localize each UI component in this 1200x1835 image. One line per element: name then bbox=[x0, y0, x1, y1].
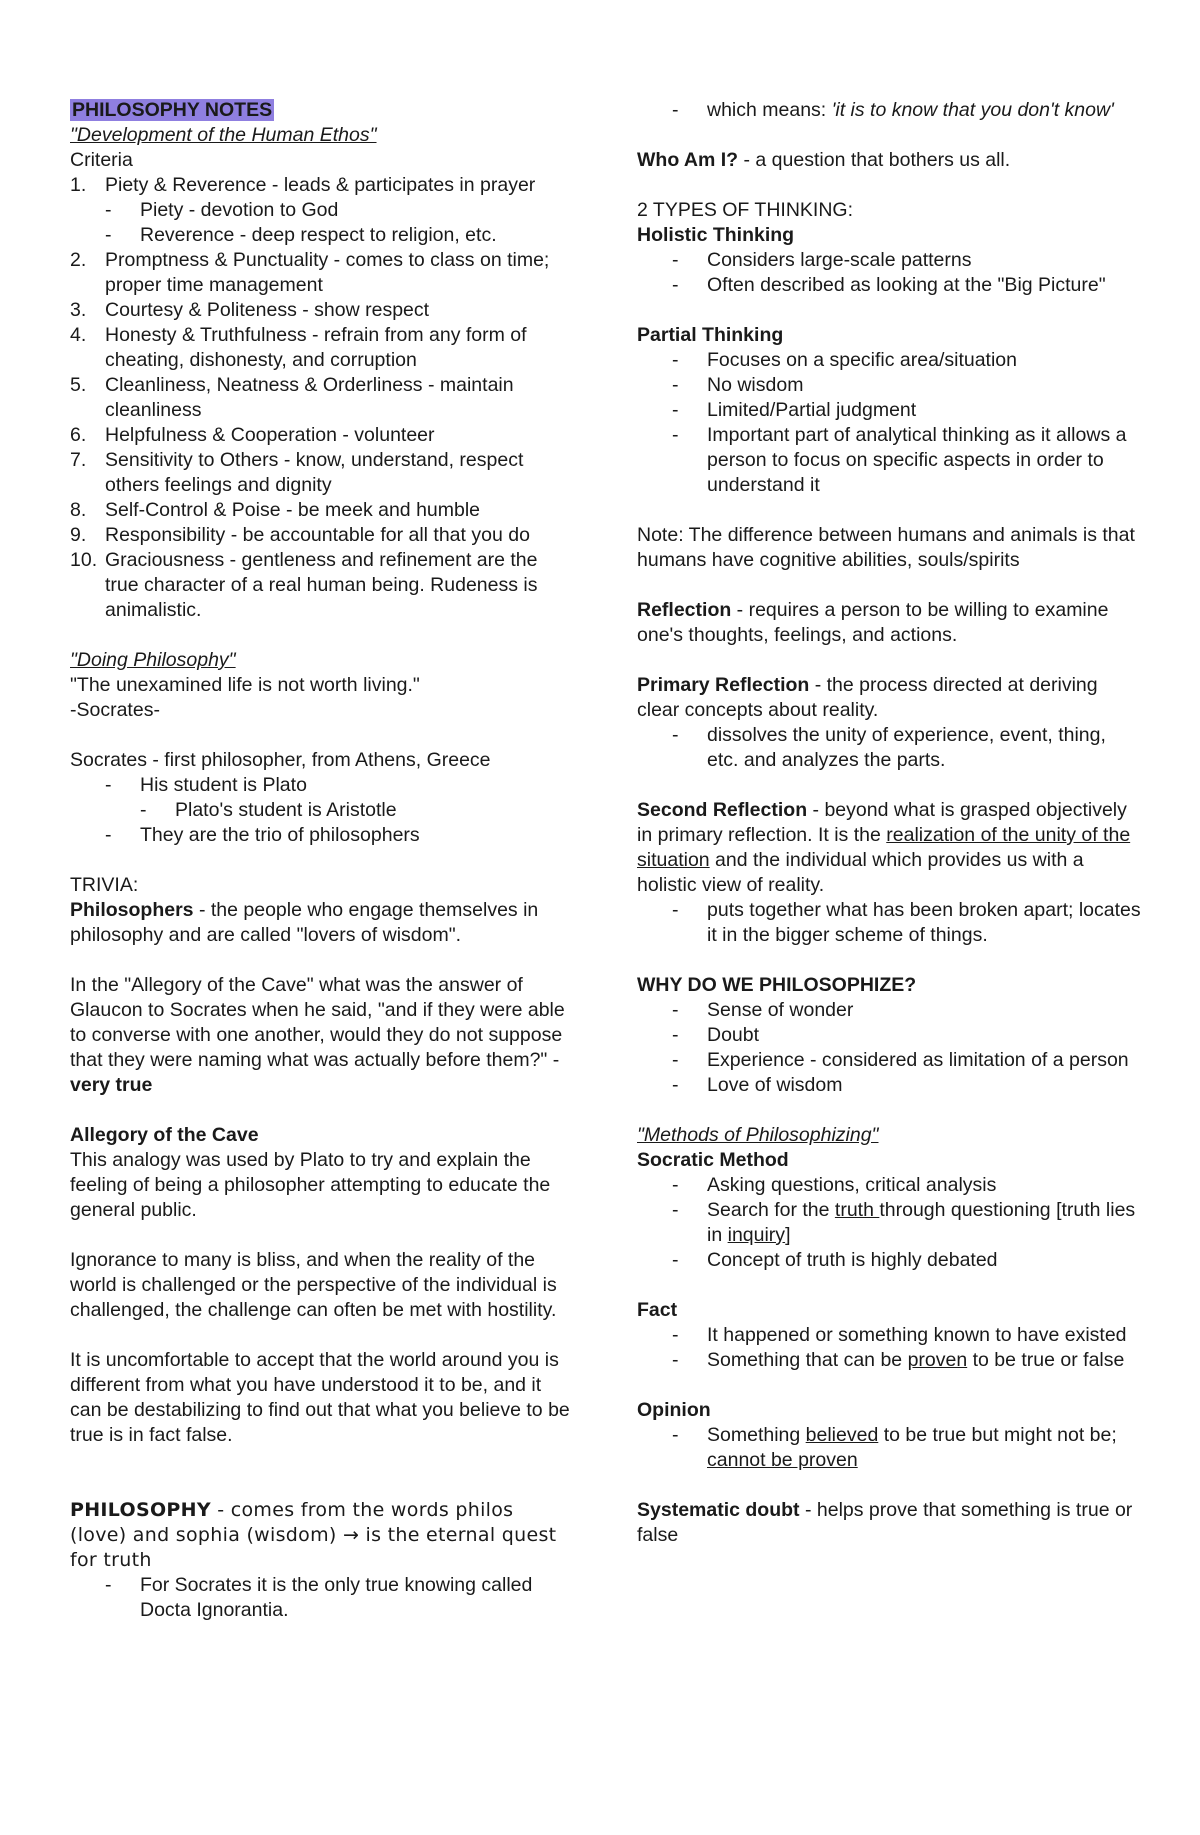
dash-bullet: - bbox=[672, 999, 679, 1021]
philosophy-def: - comes from the words philos (love) and sophia (wisdom) → is the eternal quest for truth bbox=[70, 1499, 557, 1571]
inquiry-underlined: inquiry bbox=[727, 1224, 786, 1246]
dash-bullet: - bbox=[672, 1249, 679, 1271]
allegory-title: Allegory of the Cave bbox=[70, 1124, 259, 1146]
proven-underlined: proven bbox=[907, 1349, 968, 1371]
list-item bbox=[672, 273, 1142, 298]
holistic-item: Considers large-scale patterns bbox=[707, 249, 972, 271]
spacer bbox=[637, 648, 1142, 673]
dash-bullet: - bbox=[672, 374, 679, 396]
criteria-number: 9. bbox=[70, 524, 87, 546]
list-item bbox=[105, 198, 575, 223]
criteria-number: 8. bbox=[70, 499, 87, 521]
partial-item: Focuses on a specific area/situation bbox=[707, 349, 1018, 371]
socrates-quote: "The unexamined life is not worth living." bbox=[70, 674, 420, 696]
dash-bullet: - bbox=[672, 1324, 679, 1346]
fact-item-end: to be true or false bbox=[967, 1349, 1125, 1371]
criteria-item bbox=[70, 173, 575, 248]
allegory-answer: very true bbox=[70, 1074, 153, 1096]
criteria-number: 5. bbox=[70, 374, 87, 396]
list-item bbox=[140, 798, 575, 823]
opinion-item: Something bbox=[707, 1424, 806, 1446]
list-item bbox=[672, 373, 1142, 398]
who-def: - a question that bothers us all. bbox=[738, 149, 1011, 171]
primary-reflection-definition bbox=[637, 673, 1142, 723]
criteria-item bbox=[70, 373, 575, 423]
spacer bbox=[70, 948, 575, 973]
list-item bbox=[672, 1048, 1142, 1073]
socratic-item: Asking questions, critical analysis bbox=[707, 1174, 997, 1196]
socratic-title: Socratic Method bbox=[637, 1149, 789, 1171]
list-item bbox=[672, 898, 1142, 948]
list-item bbox=[105, 1573, 575, 1623]
reverence-item: Reverence - deep respect to religion, etc. bbox=[140, 224, 497, 246]
dash-bullet: - bbox=[672, 99, 679, 121]
criteria-number: 4. bbox=[70, 324, 87, 346]
criteria-item bbox=[70, 323, 575, 373]
spacer bbox=[70, 1323, 575, 1348]
partial-item: Limited/Partial judgment bbox=[707, 399, 917, 421]
criteria-list bbox=[70, 173, 575, 623]
notes-title-line bbox=[70, 98, 575, 123]
criteria-number: 3. bbox=[70, 299, 87, 321]
opinion-item-cont: to be true but might not be; bbox=[878, 1424, 1117, 1446]
dash-bullet: - bbox=[672, 1424, 679, 1446]
systematic-doubt-definition bbox=[637, 1498, 1142, 1548]
why-item: Love of wisdom bbox=[707, 1074, 843, 1096]
criteria-item bbox=[70, 448, 575, 498]
holistic-item: Often described as looking at the "Big Picture" bbox=[707, 274, 1106, 296]
primary-bullet: dissolves the unity of experience, event, thing, etc. and analyzes the parts. bbox=[707, 724, 1106, 771]
dash-bullet: - bbox=[672, 249, 679, 271]
methods-title: "Methods of Philosophizing" bbox=[637, 1124, 879, 1146]
ethos-subtitle: "Development of the Human Ethos" bbox=[70, 124, 377, 146]
dash-bullet: - bbox=[672, 899, 679, 921]
spacer bbox=[70, 1473, 575, 1498]
socratic-item: Search for the bbox=[707, 1199, 835, 1221]
opinion-title: Opinion bbox=[637, 1399, 711, 1421]
trivia-label: TRIVIA: bbox=[70, 874, 139, 896]
philosophers-def: - the people who engage themselves in philosophy and are called "lovers of wisdom". bbox=[70, 899, 539, 946]
criteria-text: Graciousness - gentleness and refinement are the true character of a real human being. Rudeness is animalistic. bbox=[105, 549, 538, 621]
criteria-number: 7. bbox=[70, 449, 87, 471]
socrates-list bbox=[105, 773, 575, 798]
reflection-term: Reflection bbox=[637, 599, 732, 621]
means-quote: 'it is to know that you don't know' bbox=[831, 99, 1114, 121]
socratic-item-cont: through questioning [truth lies in bbox=[707, 1199, 1136, 1246]
dash-bullet: - bbox=[140, 799, 147, 821]
why-item: Experience - considered as limitation of a person bbox=[707, 1049, 1129, 1071]
philosophy-term: PHILOSOPHY bbox=[70, 1499, 211, 1521]
cannot-be-proven-underlined: cannot be proven bbox=[707, 1449, 858, 1471]
list-item bbox=[672, 98, 1142, 123]
criteria-text: Promptness & Punctuality - comes to class on time; proper time management bbox=[105, 249, 550, 296]
second-list bbox=[672, 898, 1142, 948]
list-item bbox=[672, 348, 1142, 373]
spacer bbox=[70, 1448, 575, 1473]
spacer bbox=[637, 298, 1142, 323]
notes-title: PHILOSOPHY NOTES bbox=[72, 99, 273, 121]
reflection-definition bbox=[637, 598, 1142, 648]
list-item bbox=[105, 823, 575, 848]
piety-item: Piety - devotion to God bbox=[140, 199, 339, 221]
list-item bbox=[105, 773, 575, 798]
student-aristotle: Plato's student is Aristotle bbox=[175, 799, 397, 821]
spacer bbox=[637, 773, 1142, 798]
right-column bbox=[637, 98, 1142, 1548]
list-item bbox=[672, 1248, 1142, 1273]
spacer bbox=[70, 1223, 575, 1248]
reflection-def: - requires a person to be willing to examine one's thoughts, feelings, and actions. bbox=[637, 599, 1109, 646]
dash-bullet: - bbox=[672, 399, 679, 421]
spacer bbox=[70, 848, 575, 873]
why-item: Doubt bbox=[707, 1024, 760, 1046]
fact-list bbox=[672, 1323, 1142, 1373]
primary-term: Primary Reflection bbox=[637, 674, 810, 696]
criteria-text: Honesty & Truthfulness - refrain from any form of cheating, dishonesty, and corruption bbox=[105, 324, 527, 371]
believed-underlined: believed bbox=[805, 1424, 879, 1446]
criteria-number: 10. bbox=[70, 549, 98, 571]
list-item bbox=[672, 1023, 1142, 1048]
socratic-list bbox=[672, 1173, 1142, 1273]
philosophy-definition bbox=[70, 1498, 575, 1573]
allegory-paragraph-2: Ignorance to many is bliss, and when the reality of the world is challenged or the perspective of the individual is challenged, the challenge can often be met with hostility. bbox=[70, 1249, 557, 1321]
trio-text: They are the trio of philosophers bbox=[140, 824, 420, 846]
allegory-question bbox=[70, 973, 575, 1098]
philosophers-definition bbox=[70, 898, 575, 948]
fact-item: It happened or something known to have existed bbox=[707, 1324, 1127, 1346]
docta-list bbox=[105, 1573, 575, 1623]
criteria-text: Sensitivity to Others - know, understand, respect others feelings and dignity bbox=[105, 449, 524, 496]
means-list bbox=[672, 98, 1142, 123]
socrates-line: Socrates - first philosopher, from Athens, Greece bbox=[70, 749, 491, 771]
philosophers-term: Philosophers bbox=[70, 899, 194, 921]
why-list bbox=[672, 998, 1142, 1098]
doing-philosophy-title: "Doing Philosophy" bbox=[70, 649, 236, 671]
list-item bbox=[672, 1323, 1142, 1348]
list-item bbox=[672, 998, 1142, 1023]
spacer bbox=[637, 1273, 1142, 1298]
spacer bbox=[637, 123, 1142, 148]
criteria-text: Responsibility - be accountable for all that you do bbox=[105, 524, 530, 546]
criteria-item bbox=[70, 248, 575, 298]
list-item bbox=[105, 223, 575, 248]
allegory-paragraph-1: This analogy was used by Plato to try and explain the feeling of being a philosopher attempting to educate the general public. bbox=[70, 1149, 551, 1221]
holistic-title: Holistic Thinking bbox=[637, 224, 795, 246]
who-am-i bbox=[637, 148, 1142, 173]
spacer bbox=[70, 623, 575, 648]
why-title: WHY DO WE PHILOSOPHIZE? bbox=[637, 974, 917, 996]
criteria-label: Criteria bbox=[70, 149, 133, 171]
socratic-item: Concept of truth is highly debated bbox=[707, 1249, 998, 1271]
list-item bbox=[672, 1073, 1142, 1098]
dash-bullet: - bbox=[672, 424, 679, 446]
plato-list bbox=[140, 798, 575, 823]
dash-bullet: - bbox=[672, 1349, 679, 1371]
allegory-paragraph-3: It is uncomfortable to accept that the world around you is different from what you have understood it to be, and it can be destabilizing to find out that what you believe to be true is in fact false. bbox=[70, 1349, 570, 1446]
criteria-text: Self-Control & Poise - be meek and humble bbox=[105, 499, 481, 521]
partial-list bbox=[672, 348, 1142, 498]
spacer bbox=[637, 173, 1142, 198]
criteria-number: 2. bbox=[70, 249, 87, 271]
spacer bbox=[637, 498, 1142, 523]
docta-text: For Socrates it is the only true knowing called Docta Ignorantia. bbox=[140, 1574, 533, 1621]
criteria-item bbox=[70, 298, 575, 323]
why-item: Sense of wonder bbox=[707, 999, 854, 1021]
criteria-item bbox=[70, 498, 575, 523]
list-item bbox=[672, 398, 1142, 423]
socratic-item-end: ] bbox=[785, 1224, 791, 1246]
second-reflection-definition bbox=[637, 798, 1142, 898]
partial-item: Important part of analytical thinking as it allows a person to focus on specific aspects in order to understand it bbox=[707, 424, 1127, 496]
allegory-question-text: In the "Allegory of the Cave" what was the answer of Glaucon to Socrates when he said, "and if they were able to converse with one another, would they do not suppose that they were naming what was actually before them?" - bbox=[70, 974, 565, 1071]
dash-bullet: - bbox=[672, 274, 679, 296]
dash-bullet: - bbox=[672, 1024, 679, 1046]
piety-sublist bbox=[105, 198, 575, 248]
truth-underlined: truth bbox=[834, 1199, 880, 1221]
dash-bullet: - bbox=[672, 1199, 679, 1221]
list-item bbox=[672, 423, 1142, 498]
list-item bbox=[672, 1423, 1142, 1473]
criteria-text: Courtesy & Politeness - show respect bbox=[105, 299, 430, 321]
spacer bbox=[70, 723, 575, 748]
criteria-text: Cleanliness, Neatness & Orderliness - maintain cleanliness bbox=[105, 374, 514, 421]
criteria-item bbox=[70, 523, 575, 548]
student-plato: His student is Plato bbox=[140, 774, 307, 796]
list-item bbox=[672, 248, 1142, 273]
types-label: 2 TYPES OF THINKING: bbox=[637, 199, 853, 221]
fact-title: Fact bbox=[637, 1299, 678, 1321]
second-term: Second Reflection bbox=[637, 799, 808, 821]
criteria-number: 6. bbox=[70, 424, 87, 446]
second-def: - beyond what is grasped objectively in primary reflection. It is the bbox=[637, 799, 1127, 846]
criteria-item bbox=[70, 548, 575, 623]
primary-def: - the process directed at deriving clear concepts about reality. bbox=[637, 674, 1098, 721]
spacer bbox=[637, 948, 1142, 973]
systematic-term: Systematic doubt bbox=[637, 1499, 800, 1521]
trio-list bbox=[105, 823, 575, 848]
opinion-list bbox=[672, 1423, 1142, 1473]
systematic-def: - helps prove that something is true or false bbox=[637, 1499, 1133, 1546]
spacer bbox=[637, 1473, 1142, 1498]
note-paragraph: Note: The difference between humans and animals is that humans have cognitive abilities, souls/spirits bbox=[637, 524, 1135, 571]
list-item bbox=[672, 1173, 1142, 1198]
fact-item: Something that can be bbox=[707, 1349, 908, 1371]
dash-bullet: - bbox=[105, 224, 112, 246]
spacer bbox=[637, 573, 1142, 598]
list-item bbox=[672, 723, 1142, 773]
second-def-end: and the individual which provides us with a holistic view of reality. bbox=[637, 849, 1084, 896]
criteria-text: Helpfulness & Cooperation - volunteer bbox=[105, 424, 435, 446]
second-bullet: puts together what has been broken apart; locates it in the bigger scheme of things. bbox=[707, 899, 1141, 946]
partial-item: No wisdom bbox=[707, 374, 804, 396]
dash-bullet: - bbox=[672, 349, 679, 371]
criteria-text: Piety & Reverence - leads & participates in prayer bbox=[105, 174, 536, 196]
spacer bbox=[637, 1373, 1142, 1398]
spacer bbox=[70, 1098, 575, 1123]
left-column bbox=[70, 98, 575, 1623]
dash-bullet: - bbox=[105, 774, 112, 796]
criteria-item bbox=[70, 423, 575, 448]
list-item bbox=[672, 1198, 1142, 1248]
dash-bullet: - bbox=[105, 1574, 112, 1596]
means-prefix: which means: bbox=[707, 99, 832, 121]
dash-bullet: - bbox=[105, 824, 112, 846]
dash-bullet: - bbox=[672, 1074, 679, 1096]
criteria-number: 1. bbox=[70, 174, 87, 196]
dash-bullet: - bbox=[672, 724, 679, 746]
partial-title: Partial Thinking bbox=[637, 324, 784, 346]
who-term: Who Am I? bbox=[637, 149, 739, 171]
dash-bullet: - bbox=[672, 1174, 679, 1196]
dash-bullet: - bbox=[672, 1049, 679, 1071]
spacer bbox=[637, 1098, 1142, 1123]
quote-author: -Socrates- bbox=[70, 699, 160, 721]
dash-bullet: - bbox=[105, 199, 112, 221]
list-item bbox=[672, 1348, 1142, 1373]
second-underlined: realization of the unity of the situation bbox=[637, 824, 1131, 871]
primary-list bbox=[672, 723, 1142, 773]
holistic-list bbox=[672, 248, 1142, 298]
